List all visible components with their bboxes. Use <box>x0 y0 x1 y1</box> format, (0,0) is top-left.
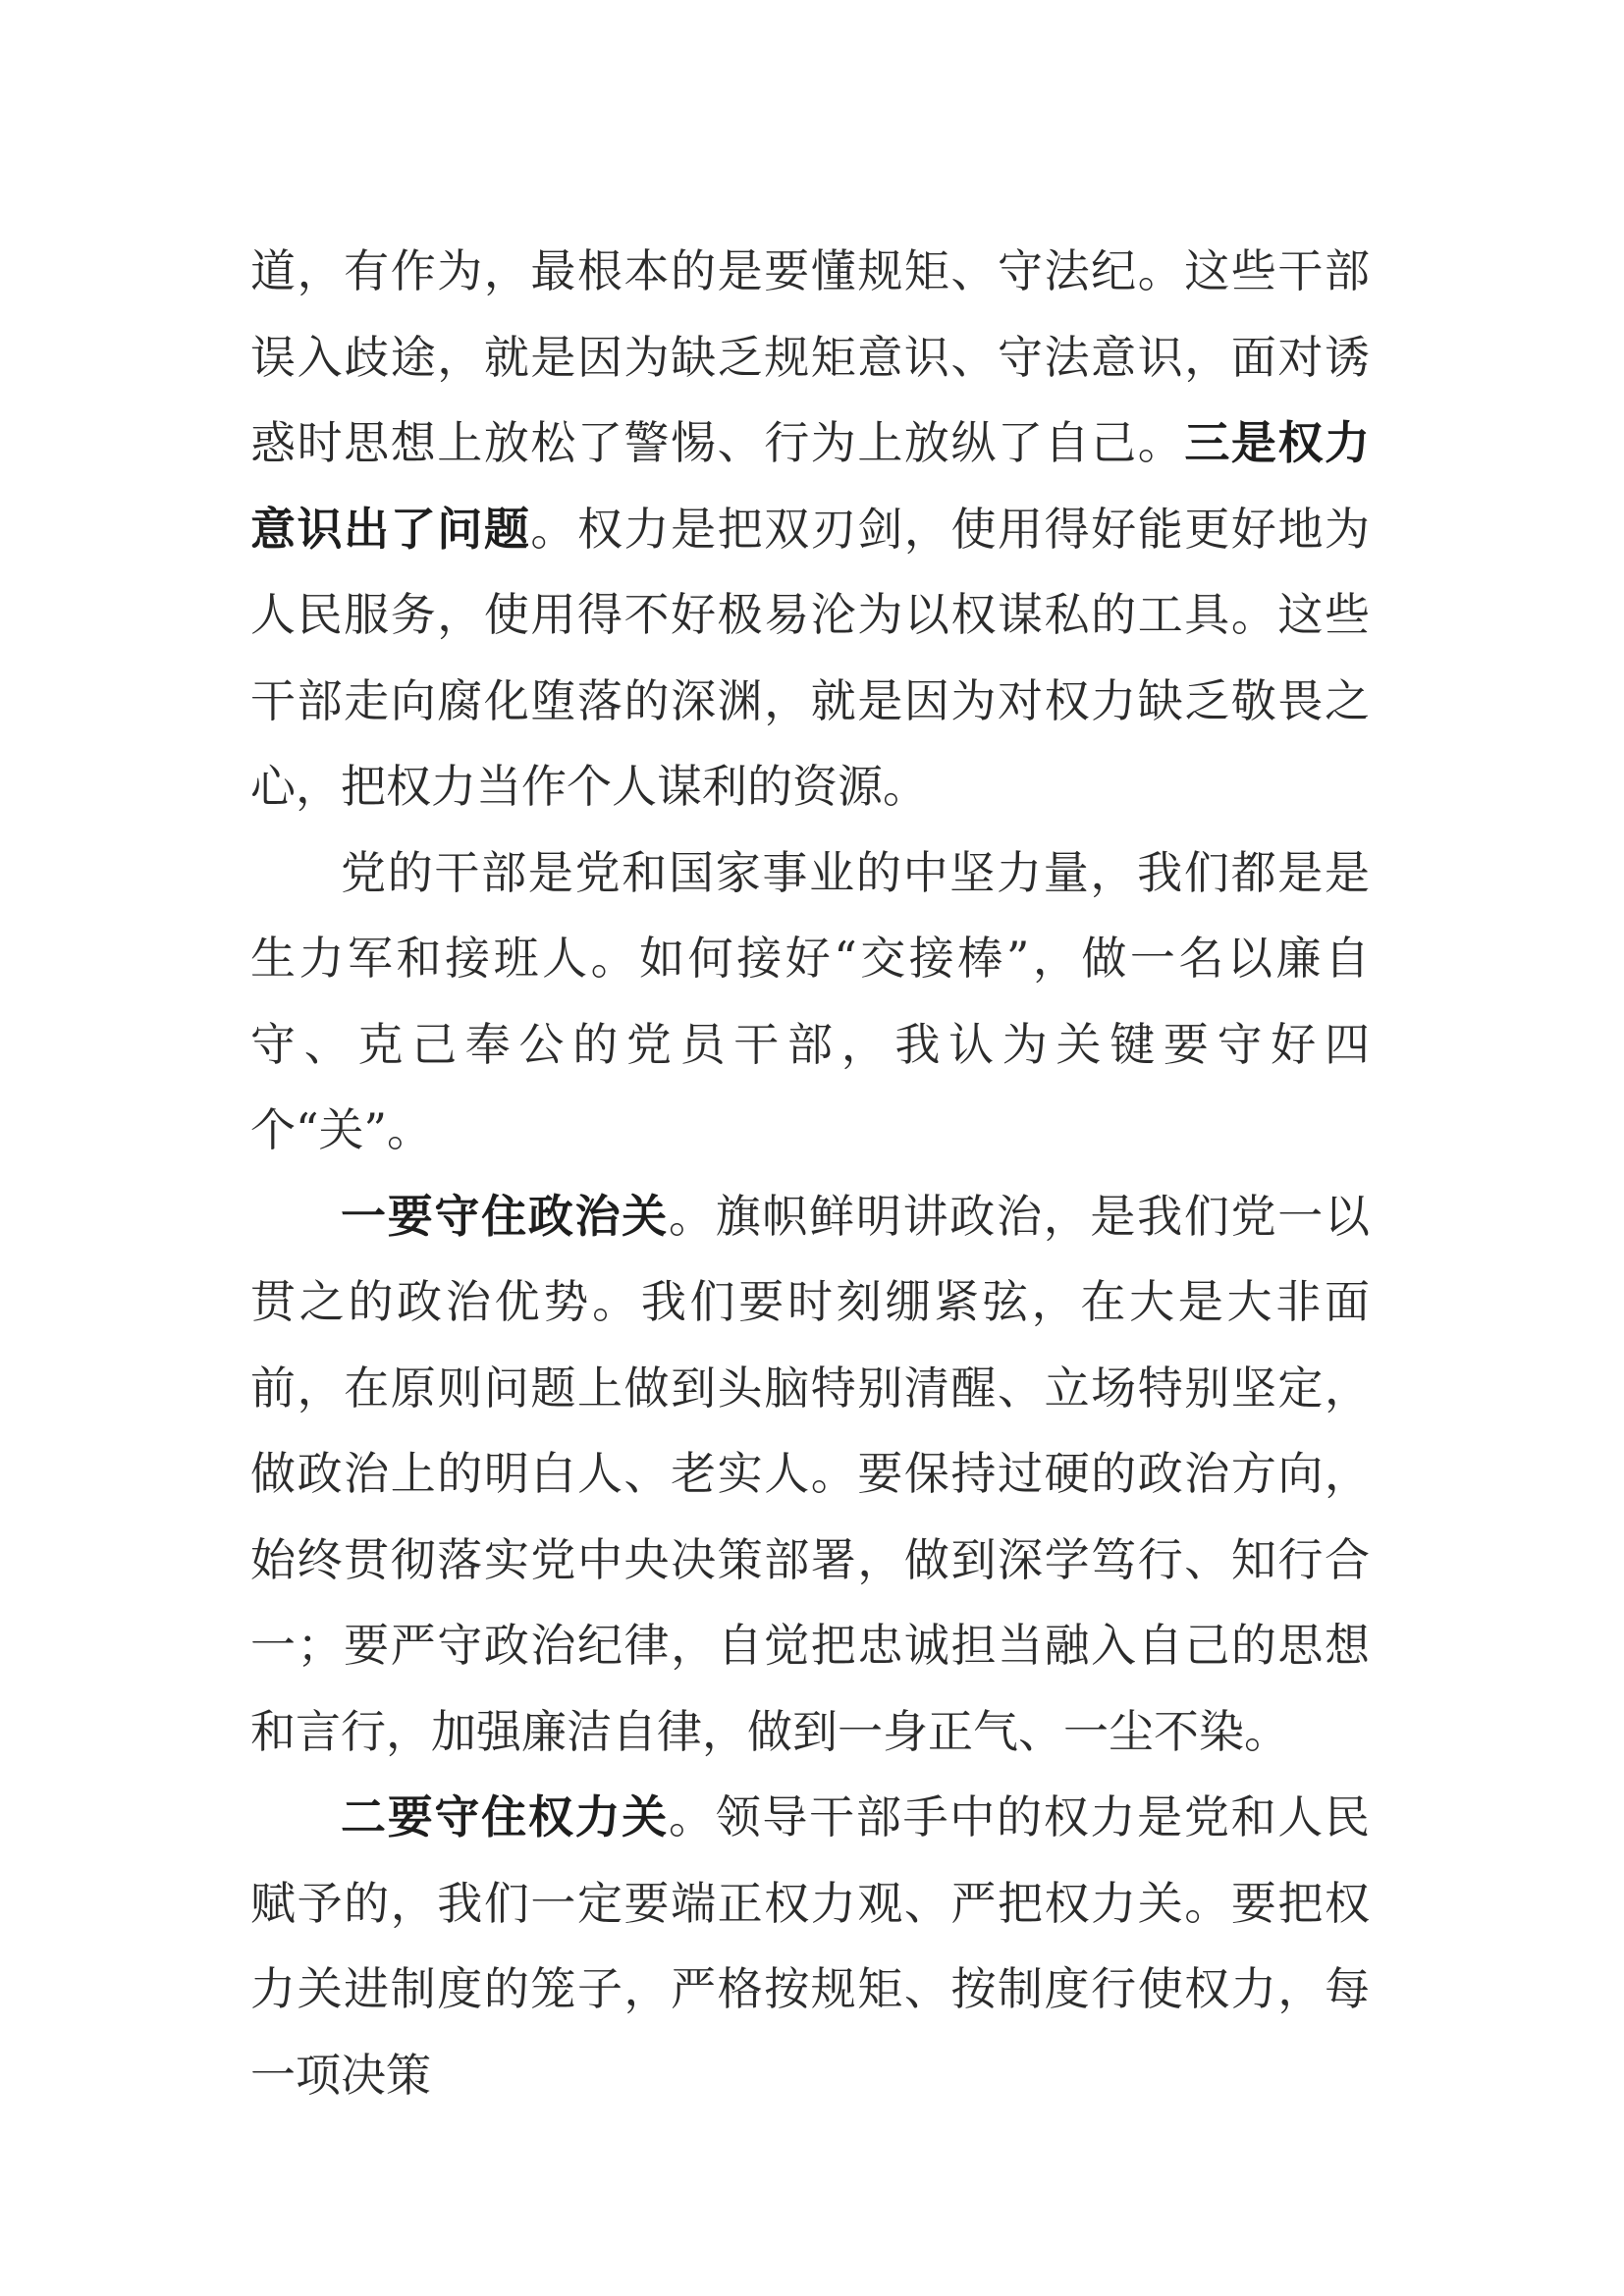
document-body <box>250 229 1370 2118</box>
paragraph-text: 道，有作为，最根本的是要懂规矩、守法纪。这些干部误入歧途，就是因为缺乏规矩意识、守法意识，面对诱惑时思想上放松了警惕、行为上放纵了自己。 <box>250 244 1370 469</box>
bold-heading-text: 一要守住政治关 <box>341 1189 669 1243</box>
paragraph-text: 。权力是把双刃剑，使用得好能更好地为人民服务，使用得不好极易沦为以权谋私的工具。这些干部走向腐化堕落的深渊，就是因为对权力缺乏敬畏之心，把权力当作个人谋利的资源。 <box>250 502 1371 813</box>
paragraph-text: 。旗帜鲜明讲政治，是我们党一以贯之的政治优势。我们要时刻绷紧弦，在大是大非面前，在原则问题上做到头脑特别清醒、立场特别坚定，做政治上的明白人、老实人。要保持过硬的政治方向，始终贯彻落实党中央决策部署，做到深学笃行、知行合一；要严守政治纪律，自觉把忠诚担当融入自己的思想和言行，加强廉洁自律，做到一身正气、一尘不染。 <box>250 1189 1371 1758</box>
paragraph-text: 党的干部是党和国家事业的中坚力量，我们都是是生力军和接班人。如何接好“交接棒”，做一名以廉自守、克己奉公的党员干部，我认为关键要守好四个“关”。 <box>250 845 1370 1156</box>
bold-heading-text: 三是权力意识出了问题 <box>250 416 1371 556</box>
paragraph-4 <box>250 1775 1370 2118</box>
paragraph-1 <box>250 229 1370 830</box>
bold-heading-text: 二要守住权力关 <box>341 1790 669 1843</box>
paragraph-text: 。领导干部手中的权力是党和人民赋予的，我们一定要端正权力观、严把权力关。要把权力关进制度的笼子，严格按规矩、按制度行使权力，每一项决策 <box>250 1790 1371 2102</box>
paragraph-3 <box>250 1174 1370 1776</box>
paragraph-2 <box>250 830 1370 1174</box>
